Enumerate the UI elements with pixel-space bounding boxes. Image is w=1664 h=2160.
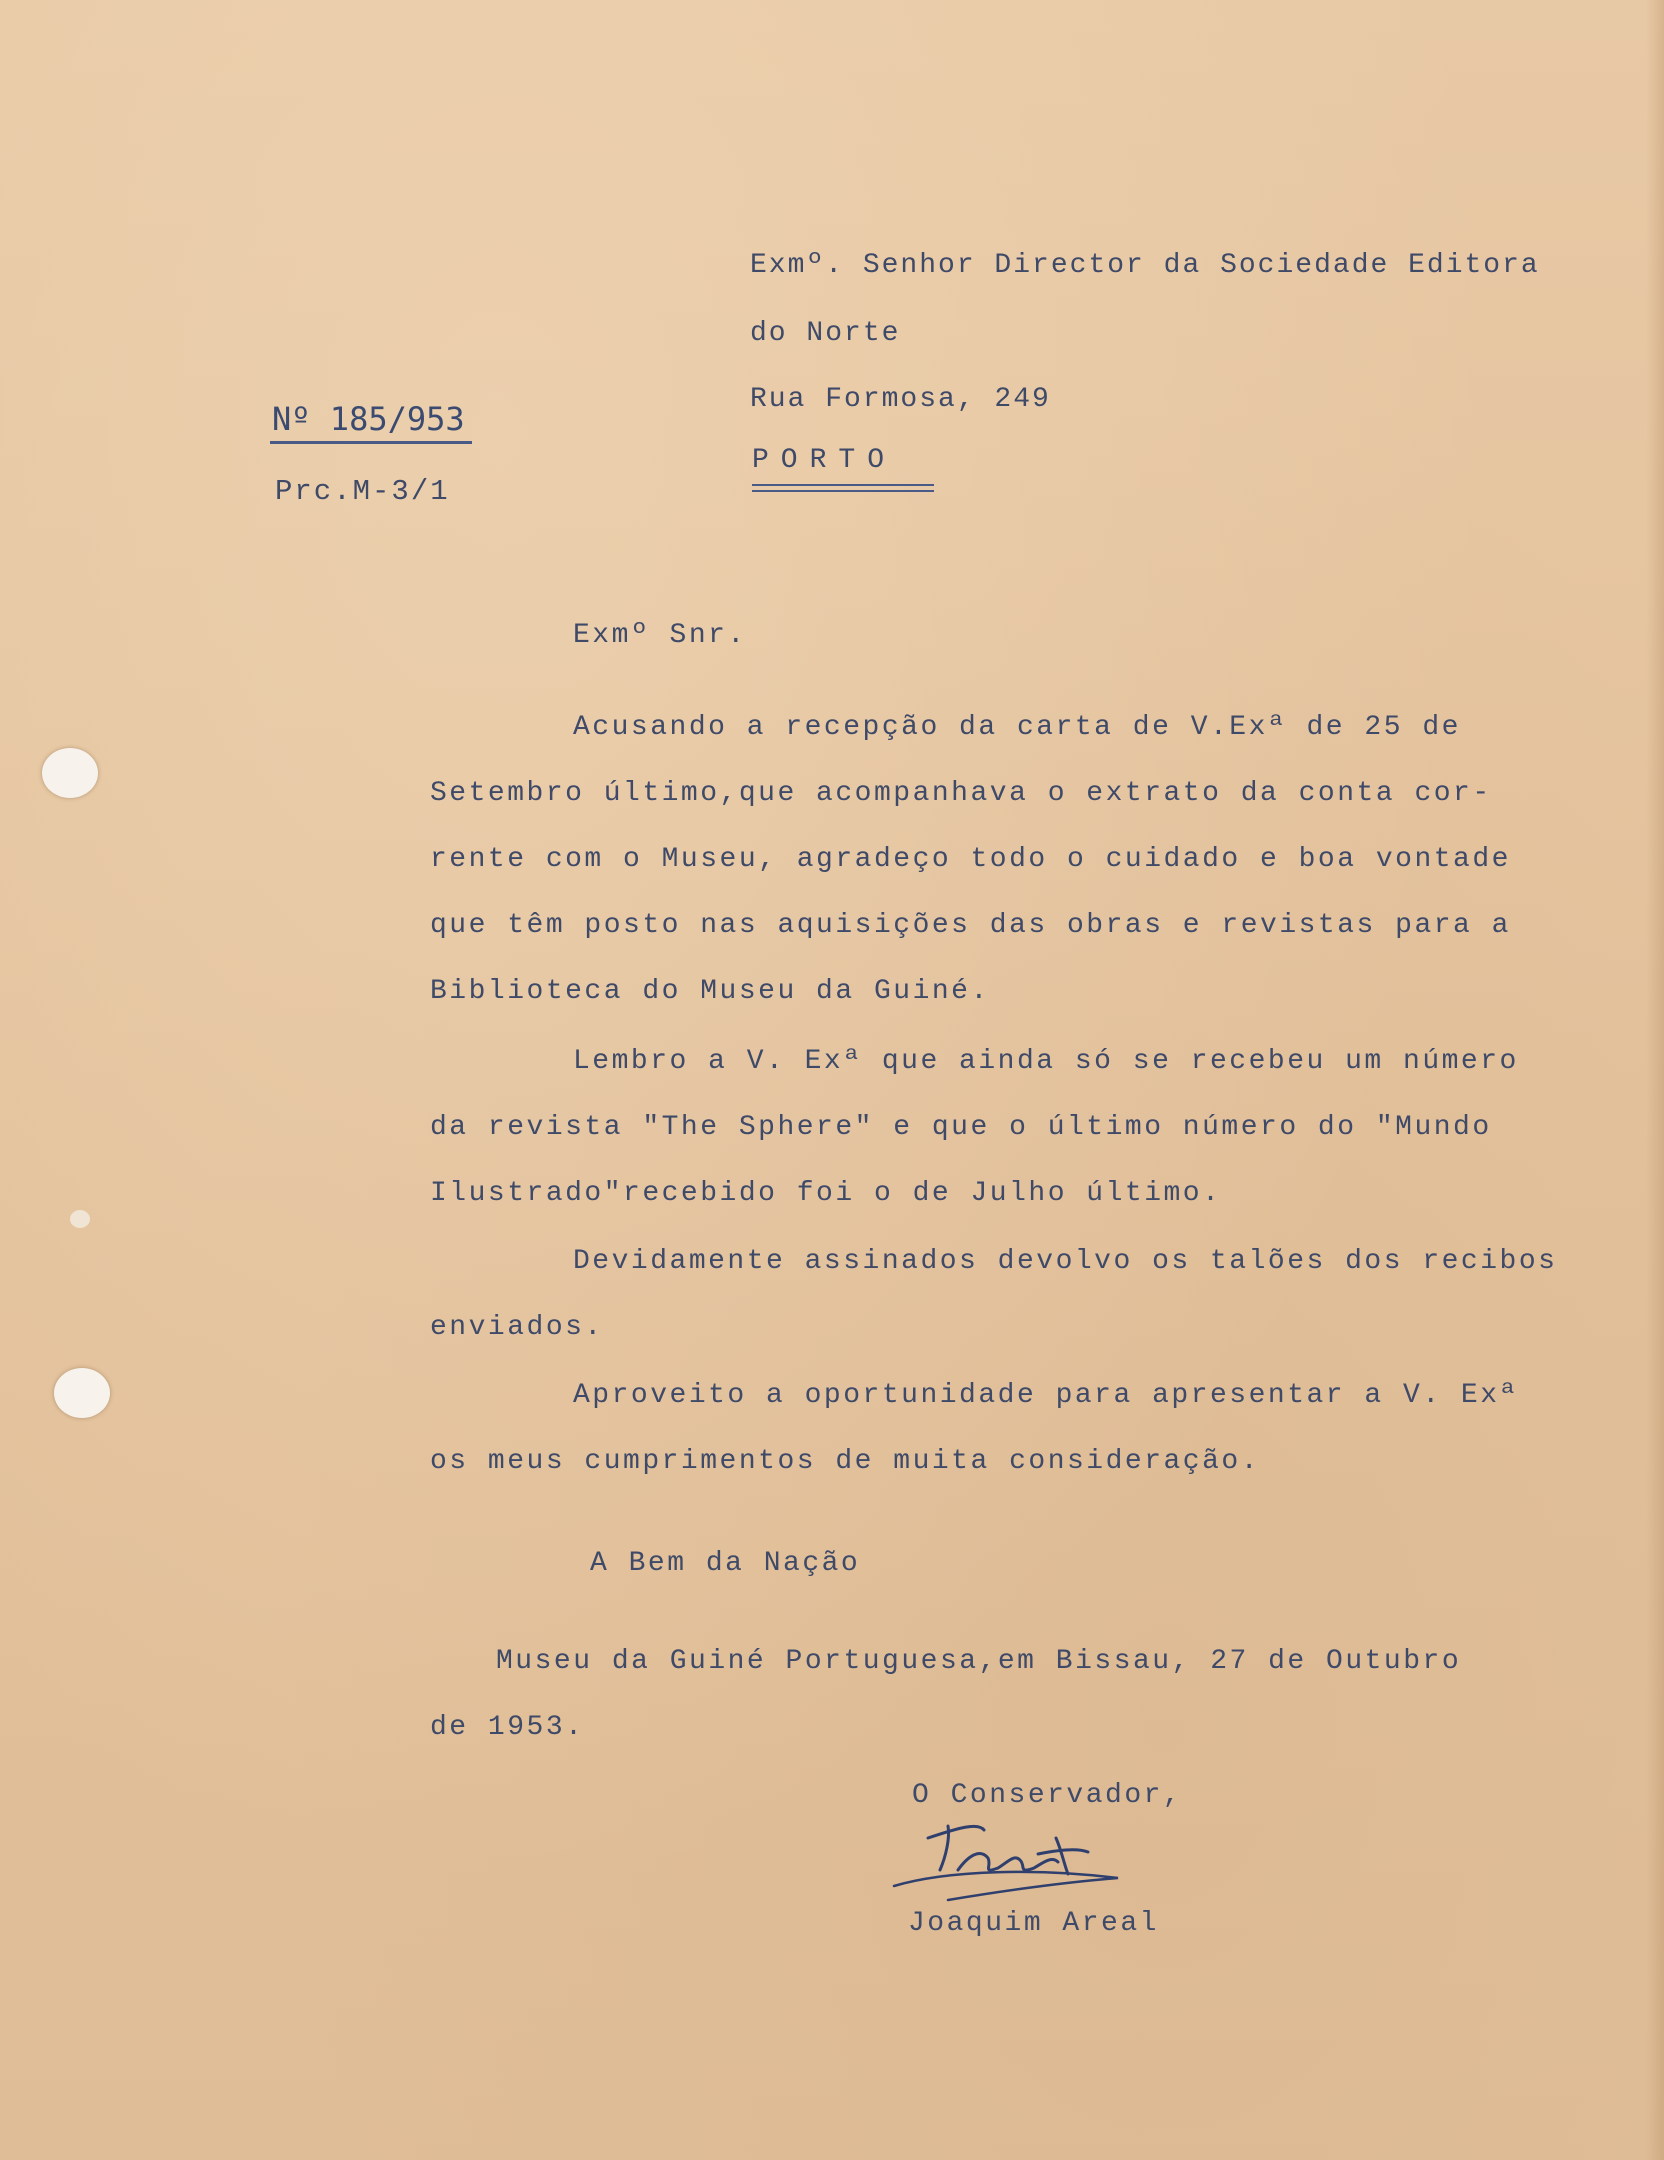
motto: A Bem da Nação [590,1548,861,1579]
paper-edge [1646,0,1664,2160]
punch-hole-top [42,748,98,798]
paragraph-1-line-5: Biblioteca do Museu da Guiné. [430,976,990,1007]
paragraph-4-line-1: Aproveito a oportunidade para apresentar a V. Exª [573,1380,1519,1411]
recipient-street: Rua Formosa, 249 [750,384,1051,415]
recipient-line-2: do Norte [750,318,901,349]
paragraph-1-line-3: rente com o Museu, agradeço todo o cuidado e boa vontade [430,844,1511,875]
place-date-line-1: Museu da Guiné Portuguesa,em Bissau, 27 de Outubro [496,1646,1462,1677]
paragraph-3-line-1: Devidamente assinados devolvo os talões dos recibos [573,1246,1558,1277]
paragraph-2-line-3: Ilustrado"recebido foi o de Julho último. [430,1178,1222,1209]
paragraph-2-line-1: Lembro a V. Exª que ainda só se recebeu um número [573,1046,1519,1077]
paragraph-1-line-2: Setembro último,que acompanhava o extrato da conta cor- [430,778,1492,809]
closing-title: O Conservador, [912,1780,1183,1811]
paragraph-3-line-2: enviados. [430,1312,604,1343]
paragraph-4-line-2: os meus cumprimentos de muita consideração. [430,1446,1261,1477]
reference-underline [270,441,472,444]
recipient-city: PORTO [752,445,897,476]
city-underline [752,484,934,486]
place-date-line-2: de 1953. [430,1712,585,1743]
handwritten-signature [888,1808,1168,1908]
paragraph-1-line-4: que têm posto nas aquisições das obras e revistas para a [430,910,1511,941]
salutation: Exmº Snr. [573,620,747,651]
process-code: Prc.M-3/1 [275,475,450,508]
paragraph-1-line-1: Acusando a recepção da carta de V.Exª de 25 de [573,712,1461,743]
punch-hole-bottom [54,1368,110,1418]
reference-number: Nº 185/953 [272,400,465,438]
recipient-line-1: Exmº. Senhor Director da Sociedade Editora [750,250,1540,281]
paragraph-2-line-2: da revista "The Sphere" e que o último número do "Mundo [430,1112,1492,1143]
city-underline-double [752,490,934,492]
signatory-name: Joaquim Areal [908,1908,1159,1939]
paper-stain [70,1210,90,1228]
